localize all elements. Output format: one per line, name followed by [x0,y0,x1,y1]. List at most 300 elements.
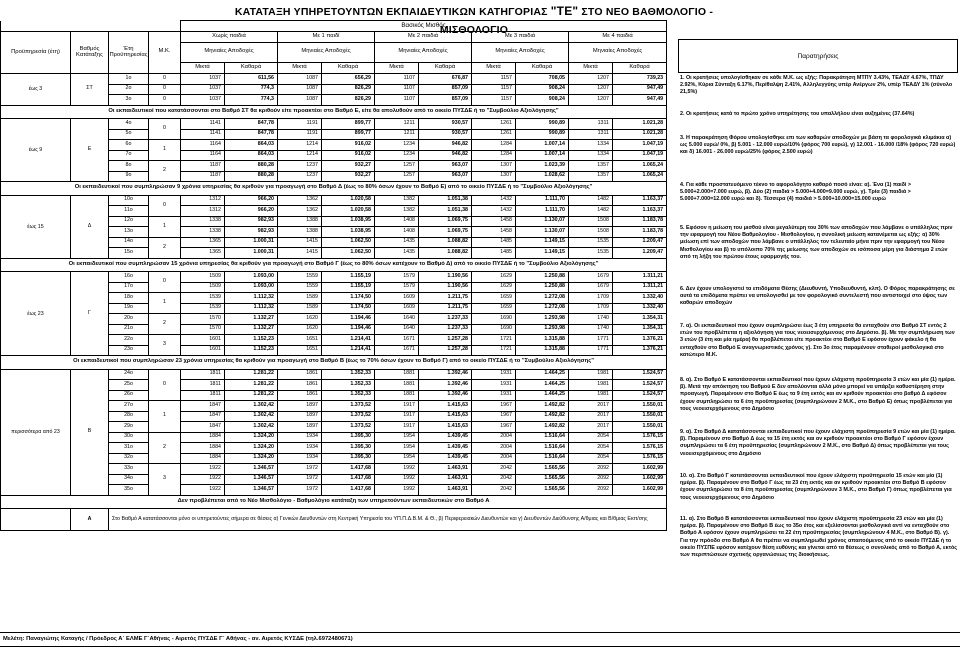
net-value: 916,02 [322,140,375,151]
group-note-row [1,356,667,370]
net-value: 1.028,62 [516,171,569,182]
gross-value: 1164 [181,140,225,151]
gross-value: 1234 [375,150,419,161]
year-cell: 4ο [109,119,149,130]
gross-value: 1334 [569,150,613,161]
gross-value: 1659 [472,303,516,314]
gross-value: 1917 [375,422,419,433]
gross-value: 1037 [181,84,225,95]
table-row [1,195,667,206]
gross-value: 1338 [181,216,225,227]
gross-value: 1509 [181,272,225,283]
net-value: 1.302,42 [225,422,278,433]
children-group-header: Με 2 παιδιά [375,31,472,43]
group-note: Οι εκπαιδευτικοί που συμπληρώσαν 15 χρόνια υπηρεσίας θα κριθούν για προαγωγή στο Βαθμό Γ (έως το 80% όσων κατέχουν το Βαθμό Δ) από το οικείο ΠΥΣΔΕ ή το "Συμβούλιο Αξιολόγησης" [1,258,667,272]
gross-header: Μικτά [472,62,516,74]
net-value: 1.152,23 [225,335,278,346]
group-note: Δεν προβλέπεται από το Νέο Μισθολόγιο - Βαθμολόγιο κατάταξη των υπηρετούντων εκπαιδευτικών στο Βαθμό Α [1,495,667,509]
year-cell: 21ο [109,324,149,335]
table-row [1,119,667,130]
net-value: 1.373,52 [322,411,375,422]
gross-value: 1508 [569,216,613,227]
gross-value: 1954 [375,453,419,464]
net-value: 1.464,25 [516,380,569,391]
gross-value: 1535 [569,237,613,248]
year-cell: 24ο [109,369,149,380]
net-value: 1.237,33 [419,324,472,335]
net-value: 1.051,38 [419,206,472,217]
gross-value: 1539 [181,293,225,304]
gross-value: 1107 [375,74,419,85]
net-value: 966,20 [225,195,278,206]
net-value: 1.132,27 [225,324,278,335]
net-value: 1.088,82 [419,237,472,248]
gross-value: 1922 [181,464,225,475]
mk-cell: 0 [149,84,181,95]
net-value: 1.395,30 [322,453,375,464]
net-value: 1.163,37 [613,195,667,206]
net-value: 1.174,50 [322,303,375,314]
net-value: 1.051,38 [419,195,472,206]
net-value: 1.272,08 [516,303,569,314]
net-value: 1.020,58 [322,195,375,206]
net-value: 1.354,31 [613,314,667,325]
net-value: 1.211,75 [419,303,472,314]
mk-cell: 1 [149,401,181,433]
gross-value: 1922 [181,474,225,485]
mk-cell: 2 [149,161,181,182]
net-value: 1.021,28 [613,119,667,130]
children-group-header: Με 1 παιδί [278,31,375,43]
gross-value: 1897 [278,411,322,422]
gross-value: 2042 [472,474,516,485]
gross-value: 2004 [472,443,516,454]
col-header-grade: Βαθμός Κατάταξης [71,31,109,74]
net-value: 1.021,28 [613,129,667,140]
net-value: 1.352,33 [322,369,375,380]
gross-value: 2004 [472,432,516,443]
gross-value: 2054 [569,453,613,464]
net-value: 1.302,42 [225,411,278,422]
gross-value: 1771 [569,345,613,356]
year-cell: 6ο [109,140,149,151]
gross-value: 1972 [278,485,322,496]
mk-cell: 0 [149,369,181,401]
year-cell: 35ο [109,485,149,496]
gross-header: Μικτά [278,62,322,74]
net-value: 1.392,46 [419,380,472,391]
footer-credit: Μελέτη: Παναγιώτης Καταγής / Πρόεδρος Α΄ ΕΛΜΕ Γ΄Αθήνας - Αιρετός ΠΥΣΔΕ Γ΄ Αθήνας - αν. Αιρετός ΚΥΣΔΕ (τηλ.6972480671) [0,632,960,647]
gross-value: 1917 [375,401,419,412]
net-value: 1.352,33 [322,390,375,401]
gross-value: 1884 [181,443,225,454]
gross-value: 1881 [375,390,419,401]
gross-value: 1191 [278,129,322,140]
basic-salary-header: Βασικός Μισθός [181,21,667,32]
gross-value: 1721 [472,345,516,356]
gross-value: 1954 [375,432,419,443]
gross-value: 1458 [472,227,516,238]
group-note: Οι εκπαιδευτικοί που συμπληρώσαν 9 χρόνια υπηρεσίας θα κριθούν για προαγωγή στο Βαθμό Δ (έως το 80% όσων έχουν το Βαθμό Ε) από το οικείο ΠΥΣΔΕ ή το "Συμβούλιο Αξιολόγησης" [1,182,667,196]
children-group-header: Με 3 παιδιά [472,31,569,43]
gross-value: 1107 [375,95,419,106]
header-row-spacer [1,21,667,32]
grade-a-note: Στο Βαθμό Α κατατάσσονται μόνο οι υπηρετούντες σήμερα σε θέσεις α) Γενικών Διευθυντών στη Κεντρική Υπηρεσία του ΥΠ.Π.Δ.Β.Μ. & Θ., β) Περιφερειακών Διευθυντών και γ) Διευθυντών Διεύθυνσης Α/θμιας και Β/θμιας Εκπ/σης [109,509,667,531]
year-cell: 20ο [109,314,149,325]
net-value: 1.516,64 [516,453,569,464]
gross-value: 1311 [569,119,613,130]
gross-value: 1415 [278,248,322,259]
net-value: 1.311,21 [613,272,667,283]
year-cell: 16ο [109,272,149,283]
net-value: 1.565,56 [516,464,569,475]
net-value: 739,23 [613,74,667,85]
net-value: 982,93 [225,227,278,238]
net-value: 1.463,91 [419,485,472,496]
gross-value: 1187 [181,171,225,182]
gross-value: 1458 [472,216,516,227]
children-group-header: Χωρίς παιδιά [181,31,278,43]
gross-value: 1570 [181,324,225,335]
gross-value: 1559 [278,272,322,283]
year-cell: 22ο [109,335,149,346]
gross-value: 1187 [181,161,225,172]
gross-value: 1312 [181,195,225,206]
net-value: 1.550,01 [613,422,667,433]
year-cell: 29ο [109,422,149,433]
header-spacer [1,21,181,32]
gross-value: 1087 [278,95,322,106]
remark-11: 11. α). Στο Βαθμό Β κατατάσσονται εκπαιδευτικοί που έχουν ελάχιστη προϋπηρεσία 23 ετών και μία (1) ημέρα. β). Παραμένουν στο Βαθμό Β έως το 35ο έτος και εξελίσσονται μισθολογικά αντί να ενταχθούν στο Βαθμό Α εφόσον έχουν συμπληρώσει τα 22 έτη προϋπηρεσίας (συμπληρώνουν 4 Μ.Κ., στο Βαθμό Β). γ). Για την πρόοδο στο Βαθμό Α θα πρέπει να συμπληρωθεί χρόνος απαιτούμενος από το οικείο ΠΥΣΔΕ ή το οικείο ΠΥΣΠΕ εφόσον κατέχουν θέση ευθύνης και γίνεται από τα θέσεως ο συνολικός από το Βαθμό Α, εκτός των περιπτώσεων σχετικής οργανώσεως της διοικήσεως. [680,516,958,559]
net-header: Καθαρά [419,62,472,74]
gross-value: 1967 [472,401,516,412]
gross-value: 1237 [278,171,322,182]
net-value: 1.149,15 [516,248,569,259]
gross-value: 1931 [472,369,516,380]
net-value: 947,49 [613,84,667,95]
gross-value: 1211 [375,129,419,140]
gross-header: Μικτά [569,62,613,74]
gross-value: 1388 [278,227,322,238]
net-value: 1.373,52 [322,401,375,412]
net-value: 857,09 [419,95,472,106]
gross-value: 2092 [569,485,613,496]
gross-value: 1307 [472,161,516,172]
gross-value: 1651 [278,335,322,346]
gross-value: 1509 [181,282,225,293]
gross-value: 1861 [278,390,322,401]
net-value: 1.576,15 [613,443,667,454]
year-cell: 13ο [109,227,149,238]
gross-value: 1037 [181,95,225,106]
net-value: 1.190,56 [419,272,472,283]
year-cell: 1ο [109,74,149,85]
year-cell: 23ο [109,345,149,356]
gross-value: 1485 [472,237,516,248]
gross-value: 1559 [278,282,322,293]
net-value: 1.293,98 [516,324,569,335]
gross-value: 1934 [278,453,322,464]
gross-value: 1609 [375,303,419,314]
gross-value: 1640 [375,324,419,335]
group-note: Οι εκπαιδευτικοί που συμπληρώσαν 23 χρόνια υπηρεσίας θα κριθούν για προαγωγή στο Βαθμό Β (έως το 70% όσων έχουν το Βαθμό Γ) από το οικείο ΠΥΣΔΕ ή το "Συμβούλιο Αξιολόγησης" [1,356,667,370]
net-value: 1.415,63 [419,401,472,412]
net-value: 908,24 [516,84,569,95]
year-cell: 9ο [109,171,149,182]
grade-a-years-cell [1,509,71,531]
net-value: 1.346,57 [225,485,278,496]
net-value: 1.111,70 [516,206,569,217]
gross-value: 1435 [375,248,419,259]
gross-value: 2004 [472,453,516,464]
gross-value: 1141 [181,129,225,140]
net-value: 1.463,91 [419,464,472,475]
gross-value: 1338 [181,227,225,238]
gross-value: 1671 [375,335,419,346]
gross-value: 1967 [472,422,516,433]
table-row [1,74,667,85]
net-value: 847,78 [225,129,278,140]
net-value: 1.463,91 [419,474,472,485]
net-value: 990,89 [516,129,569,140]
net-value: 880,28 [225,171,278,182]
gross-value: 1934 [278,432,322,443]
gross-value: 1972 [278,474,322,485]
net-value: 1.565,56 [516,474,569,485]
gross-value: 1651 [278,345,322,356]
gross-value: 1811 [181,369,225,380]
gross-value: 1679 [569,272,613,283]
net-value: 930,57 [419,119,472,130]
group-note-row [1,105,667,119]
remark-9: 9. α). Στο Βαθμό Δ κατατάσσονται εκπαιδευτικοί που έχουν ελάχιστη προϋπηρεσία 9 ετών και μία (1) ημέρα. β). Παραμένουν στο Βαθμό Δ έως τα 15 έτη εκτός και αν κριθούν προακτέοι στο Βαθμό Γ εφόσον έχουν συμπληρώσει τα 6 έτη προϋπηρεσίας (συμπληρώνουν 2 Μ.Κ., στο Βαθμό Δ) όπως προβλέπεται για τους νεοεισερχόμενους στο Δημόσιο [680,429,956,457]
group-grade-cell: Γ [71,272,109,356]
net-value: 1.174,50 [322,293,375,304]
net-value: 1.516,64 [516,432,569,443]
gross-value: 1214 [278,140,322,151]
net-value: 1.550,01 [613,401,667,412]
net-value: 1.439,45 [419,432,472,443]
gross-value: 1261 [472,119,516,130]
group-years-cell: έως 9 [1,119,71,182]
net-value: 1.332,40 [613,293,667,304]
header-row-children [1,31,667,43]
gross-value: 1640 [375,314,419,325]
year-cell: 32ο [109,453,149,464]
net-value: 1.392,46 [419,390,472,401]
net-value: 1.250,88 [516,272,569,283]
net-value: 864,03 [225,150,278,161]
remark-3: 3. Η παρακράτηση Φόρου υπολογίσθηκε επι των καθαρών αποδοχών με βάση τα φορολογικά κλιμάκια α) ως 5.000 ευρώ/ 0%, β) 5.001 - 12.000 ευρώ/10% (φόρος 700 ευρώ), γ) 12.001 - 16.000 /18% (φόρος 720 ευρώ) και δ) 16.001 - 26.000 ευρώ/25% (φόρος 2.500 ευρώ) [680,135,956,156]
mk-cell: 2 [149,237,181,258]
gross-value: 1884 [181,453,225,464]
net-value: 990,89 [516,119,569,130]
net-value: 1.250,88 [516,282,569,293]
remark-5: 5. Εφόσον η μείωση του μισθού είναι μεγαλύτερη του 30% των αποδοχών που λάμβανε ο υπάλληλος πριν την εφαρμογή του Νέου Βαθμολογίου - Μισθολογίου, η συνολική μείωση κατανέμεται ως εξής: α) 30% μείωση επί των αποδοχών που λάμβανε ο υπάλληλος τον τελευταίο μήνα πριν την εφαρμογή του Νέου Μισθολογίου και β) το υπόλοιπο 70% της μείωσης των αποδοχών σε ισόποσα μέρη για διάστημα 2 ετών από τη λήξη του πρώτου έτους εφαρμογής του. [680,225,953,260]
net-value: 880,28 [225,161,278,172]
gross-value: 1579 [375,272,419,283]
salary-table [0,20,667,531]
gross-value: 1570 [181,314,225,325]
net-value: 676,87 [419,74,472,85]
gross-value: 1881 [375,369,419,380]
net-value: 1.492,82 [516,411,569,422]
net-value: 932,27 [322,161,375,172]
gross-value: 1482 [569,195,613,206]
year-cell: 2ο [109,84,149,95]
gross-value: 1408 [375,227,419,238]
net-value: 708,05 [516,74,569,85]
gross-value: 1214 [278,150,322,161]
year-cell: 12ο [109,216,149,227]
gross-value: 1620 [278,314,322,325]
net-value: 1.439,45 [419,443,472,454]
net-value: 1.376,21 [613,335,667,346]
group-note-row [1,495,667,509]
net-value: 1.065,24 [613,161,667,172]
gross-value: 1508 [569,227,613,238]
net-value: 1.392,46 [419,369,472,380]
net-value: 1.516,64 [516,443,569,454]
gross-value: 1357 [569,171,613,182]
year-cell: 30ο [109,432,149,443]
mk-cell: 0 [149,74,181,85]
net-value: 932,27 [322,171,375,182]
net-value: 1.293,98 [516,314,569,325]
net-value: 963,07 [419,171,472,182]
net-value: 1.352,33 [322,380,375,391]
gross-value: 1284 [472,140,516,151]
year-cell: 14ο [109,237,149,248]
net-value: 1.194,46 [322,314,375,325]
net-value: 1.111,70 [516,195,569,206]
net-value: 1.000,31 [225,248,278,259]
gross-value: 1861 [278,369,322,380]
group-note-row [1,258,667,272]
net-value: 1.373,52 [322,422,375,433]
mk-cell: 0 [149,272,181,293]
remark-6: 6. Δεν έχουν υπολογιστεί τα επιδόματα Θέσης (Διευθυντή, Υποδιευθυντή, κλπ). Ο Φόρος παρακράτησης σε αυτά τα επιδόματα πρέπει να υπολογισθεί με τον φορολογικό συντελεστή που αντιστοιχεί στο ύψος των καθαρών αποδοχών [680,286,955,307]
table-row [1,369,667,380]
gross-value: 1415 [278,237,322,248]
gross-value: 1362 [278,206,322,217]
net-value: 1.209,47 [613,248,667,259]
net-header: Καθαρά [613,62,667,74]
monthly-earnings-header: Μηνιαίες Αποδοχές [472,43,569,63]
net-value: 1.112,32 [225,303,278,314]
year-cell: 25ο [109,380,149,391]
net-value: 1.023,39 [516,161,569,172]
net-value: 966,20 [225,206,278,217]
grade-a-row [1,509,667,531]
gross-value: 2042 [472,485,516,496]
net-value: 1.417,68 [322,464,375,475]
gross-value: 1679 [569,282,613,293]
net-value: 1.272,08 [516,293,569,304]
gross-value: 1709 [569,303,613,314]
net-value: 1.417,68 [322,474,375,485]
year-cell: 19ο [109,303,149,314]
children-group-header: Με 4 παιδιά [569,31,667,43]
gross-value: 1601 [181,345,225,356]
net-value: 774,3 [225,95,278,106]
net-value: 1.324,20 [225,453,278,464]
gross-value: 1629 [472,272,516,283]
gross-value: 1992 [375,474,419,485]
table-row [1,272,667,283]
net-value: 1.524,57 [613,380,667,391]
gross-value: 2017 [569,411,613,422]
gross-value: 1432 [472,195,516,206]
group-years-cell: έως 15 [1,195,71,258]
year-cell: 31ο [109,443,149,454]
gross-value: 1981 [569,369,613,380]
net-value: 899,77 [322,119,375,130]
net-value: 1.311,21 [613,282,667,293]
net-value: 963,07 [419,161,472,172]
gross-value: 1897 [278,422,322,433]
gross-value: 1191 [278,119,322,130]
gross-value: 1307 [472,171,516,182]
gross-value: 1485 [472,248,516,259]
gross-value: 1954 [375,443,419,454]
net-value: 1.315,88 [516,345,569,356]
net-value: 1.088,82 [419,248,472,259]
gross-value: 2092 [569,474,613,485]
net-value: 1.464,25 [516,369,569,380]
net-value: 1.524,57 [613,369,667,380]
gross-value: 1629 [472,282,516,293]
group-grade-cell: ΣΤ [71,74,109,106]
net-value: 864,03 [225,140,278,151]
net-value: 1.415,63 [419,411,472,422]
gross-value: 1362 [278,195,322,206]
group-grade-cell: Δ [71,195,109,258]
net-value: 1.163,37 [613,206,667,217]
gross-value: 1164 [181,150,225,161]
net-value: 1.038,95 [322,227,375,238]
gross-value: 1972 [278,464,322,475]
net-value: 1.281,22 [225,390,278,401]
net-value: 1.602,99 [613,464,667,475]
net-value: 1.576,15 [613,432,667,443]
net-value: 930,57 [419,129,472,140]
gross-value: 1620 [278,324,322,335]
gross-value: 1037 [181,74,225,85]
gross-value: 1432 [472,206,516,217]
gross-value: 1847 [181,411,225,422]
net-value: 1.332,40 [613,303,667,314]
net-value: 982,93 [225,216,278,227]
monthly-earnings-header: Μηνιαίες Αποδοχές [569,43,667,63]
remark-1: 1. Οι κρατήσεις υπολογίσθηκαν σε κάθε Μ.Κ. ως εξής: Παρακράτηση ΜΤΠΥ 3.43%, ΤΕΑΔΥ 4.67%, ΤΠΔΥ 2.92%, Κύρια Σύνταξη 6.17%, Περίθαλψη 2.41%, Αλληλεγγύης υπέρ Ανέργων 2%, υπέρ ΤΕΑΔΥ 1% (σύνολο 21,5%) [680,75,953,96]
net-header: Καθαρά [516,62,569,74]
net-value: 1.209,47 [613,237,667,248]
net-value: 947,49 [613,95,667,106]
net-value: 1.130,07 [516,216,569,227]
year-cell: 28ο [109,411,149,422]
gross-value: 1847 [181,401,225,412]
gross-value: 1861 [278,380,322,391]
net-value: 1.183,78 [613,216,667,227]
gross-value: 1388 [278,216,322,227]
gross-value: 1382 [375,206,419,217]
gross-value: 1881 [375,380,419,391]
net-value: 1.324,20 [225,432,278,443]
gross-value: 1884 [181,432,225,443]
remarks-panel [678,39,958,73]
gross-value: 1382 [375,195,419,206]
